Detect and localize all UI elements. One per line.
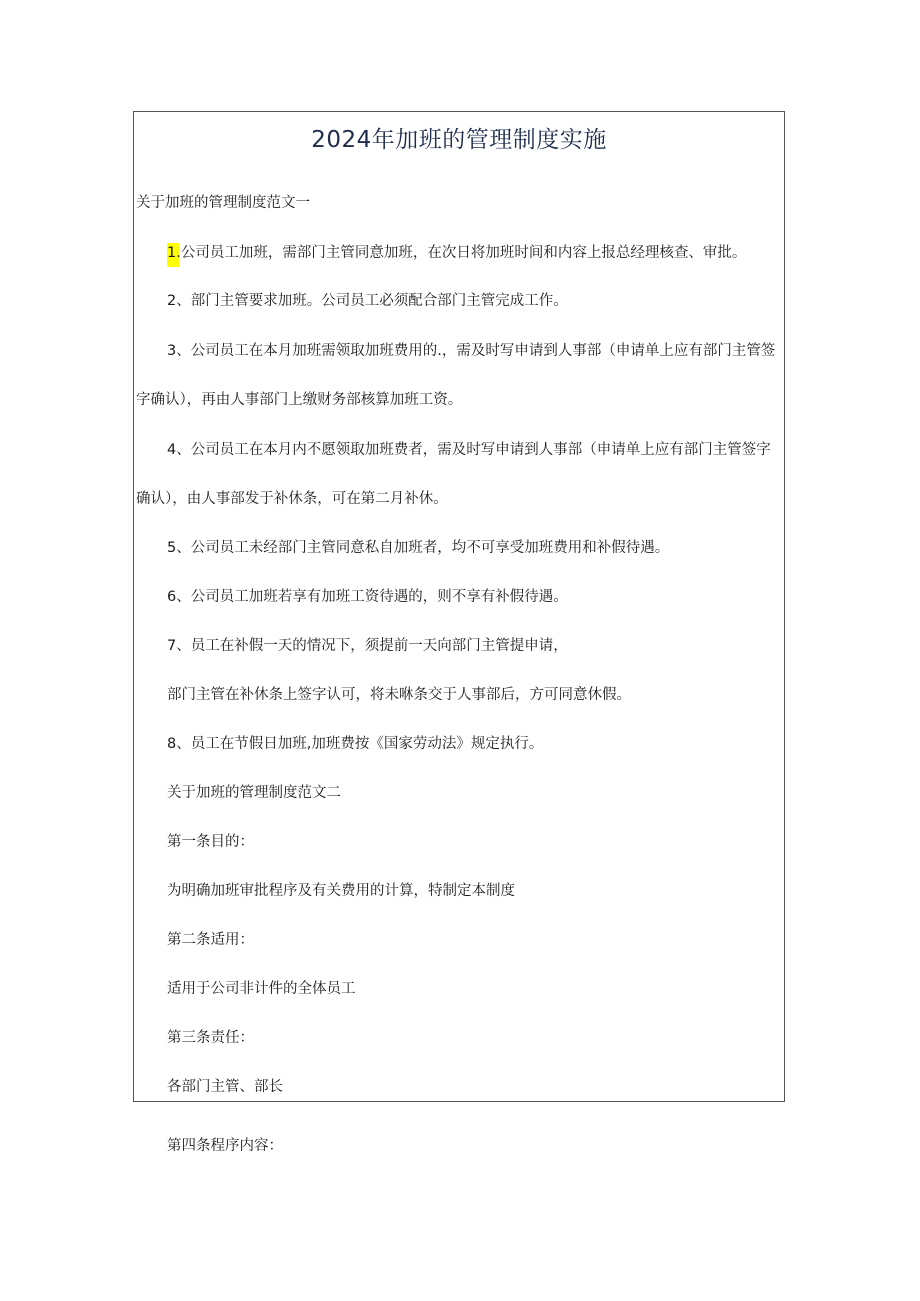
paragraph-line: 3、公司员工在本月加班需领取加班费用的.，需及时写申请到人事部（申请单上应有部门主管签	[167, 343, 776, 359]
paragraph-line: 字确认），再由人事部门上缴财务部核算加班工资。	[136, 392, 463, 408]
paragraph-line: 8、员工在节假日加班,加班费按《国家劳动法》规定执行。	[167, 736, 544, 752]
paragraph-line: 4、公司员工在本月内不愿领取加班费者，需及时写申请到人事部（申请单上应有部门主管签字	[167, 442, 771, 458]
article-heading: 第二条适用：	[167, 932, 254, 948]
document-title: 2024年加班的管理制度实施	[311, 127, 607, 153]
section-heading-1: 关于加班的管理制度范文一	[136, 195, 310, 211]
article-heading: 第一条目的：	[167, 834, 254, 850]
paragraph-line: 各部门主管、部长	[167, 1079, 283, 1095]
paragraph-line: 部门主管在补休条上签字认可，将未咻条交于人事部后，方可同意休假。	[167, 687, 631, 703]
paragraph-line: 2、部门主管要求加班。公司员工必须配合部门主管完成工作。	[167, 293, 568, 309]
article-heading: 第四条程序内容：	[167, 1138, 283, 1154]
paragraph-line: 7、员工在补假一天的情况下，须提前一天向部门主管提申请，	[167, 638, 568, 654]
article-heading: 第三条责任：	[167, 1030, 254, 1046]
paragraph-line: 6、公司员工加班若享有加班工资待遇的，则不享有补假待遇。	[167, 589, 568, 605]
paragraph-line: 适用于公司非计件的全体员工	[167, 981, 356, 997]
section-heading-2: 关于加班的管理制度范文二	[167, 785, 341, 801]
paragraph-line: 1.公司员工加班，需部门主管同意加班，在次日将加班时间和内容上报总经理核查、审批。	[167, 245, 747, 261]
paragraph-line: 为明确加班审批程序及有关费用的计算，特制定本制度	[167, 883, 515, 899]
paragraph-line: 5、公司员工未经部门主管同意私自加班者，均不可享受加班费用和补假待遇。	[167, 540, 670, 556]
paragraph-line: 确认），由人事部发于补休条，可在第二月补休。	[136, 491, 448, 507]
